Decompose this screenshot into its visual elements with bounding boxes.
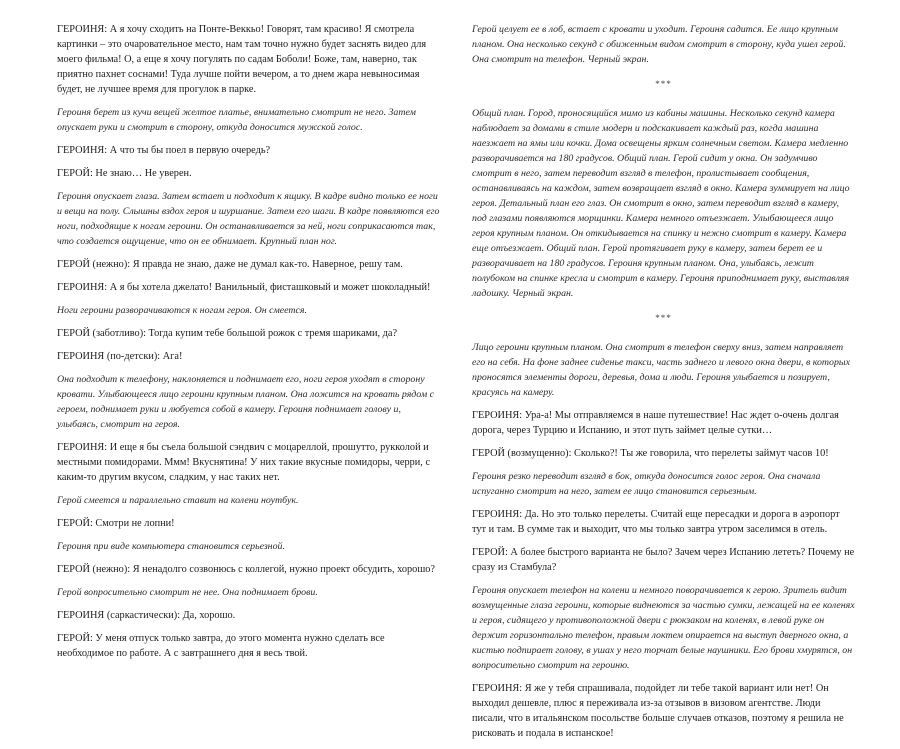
dialogue-line: ГЕРОИНЯ: А что ты бы поел в первую очередь? [57, 145, 271, 156]
scene-separator: *** [655, 313, 672, 323]
dialogue-line: ГЕРОИНЯ (саркастически): Да, хорошо. [57, 610, 236, 621]
dialogue-line: ГЕРОИНЯ: А я бы хотела джелато! Ванильный, фисташковый и может шоколадный! [57, 282, 431, 293]
stage-direction: Героиня берет из кучи вещей желтое платье, внимательно смотрит не него. Затем опускает руки и смотрит в сторону, откуда доносится мужской голос. [57, 107, 416, 133]
dialogue-line: ГЕРОЙ: Не знаю… Не уверен. [57, 168, 192, 179]
dialogue-line: ГЕРОИНЯ: А я хочу сходить на Понте-Веккьо! Говорят, там красиво! Я смотрела картинки – это очаровательное место, нам там точно нужно будет заснять видео для моего фильма! О, а еще я хочу погулять по садам Боболи! Боже, там, наверно, так приятно пахнет соснами! Туда лучше пойти вечером, а то днем жара невыносимая будет, не лучшее время для прогулок в парке. [57, 24, 427, 95]
stage-direction: Она подходит к телефону, наклоняется и поднимает его, ноги героя уходят в сторону кровати. Улыбающееся лицо героини крупным планом. Она ложится на кровать рядом с героем, поднимает руки и любуется собой в камеру. Героиня поднимает голову и, улыбаясь, смотрит на героя. [57, 374, 435, 430]
stage-direction: Герой целует ее в лоб, встает с кровати и уходит. Героиня садится. Ее лицо крупным планом. Она несколько секунд с обиженным видом смотрит в сторону, куда ушел герой. Она смотрит на телефон. Черный экран. [472, 24, 846, 65]
dialogue-line: ГЕРОЙ (возмущенно): Сколько?! Ты же говорила, что перелеты займут часов 10! [472, 448, 829, 459]
dialogue-line: ГЕРОЙ (нежно): Я ненадолго созвонюсь с коллегой, нужно проект обсудить, хорошо? [57, 564, 435, 575]
dialogue-line: ГЕРОЙ: Смотри не лопни! [57, 518, 175, 529]
dialogue-line: ГЕРОЙ: У меня отпуск только завтра, до этого момента нужно сделать все необходимое по работе. А с завтрашнего дня я весь твой. [57, 633, 385, 659]
stage-direction: Герой смеется и параллельно ставит на колени ноутбук. [57, 495, 299, 506]
dialogue-line: ГЕРОИНЯ (по-детски): Ага! [57, 351, 183, 362]
dialogue-line: ГЕРОЙ: А более быстрого варианта не было? Зачем через Испанию лететь? Почему не сразу из Стамбула? [472, 547, 855, 573]
dialogue-line: ГЕРОИНЯ: Ура-а! Мы отправляемся в наше путешествие! Нас ждет о-очень долгая дорога, через Турцию и Испанию, и этот путь займет целые сутки… [472, 410, 839, 436]
stage-direction: Общий план. Город, проносящийся мимо из кабины машины. Несколько секунд камера наблюдает за домами в стиле модерн и подскакивает каждый раз, когда машина наезжает на ямы или кочки. Дома освещены ярким солнечным светом. Камера медленно разворачивается на 180 градусов. Общий план. Герой сидит у окна. Он задумчиво смотрит в него, затем переводит взгляд в телефон, пролистывает сообщения, останавливаясь на каждом, затем возвращает взгляд в окно. Камера зуммирует на лицо героя. Детальный план его глаз. Он смотрит в окно, затем переводит взгляд в камеру, под глазами появляются морщинки. Камера немного отъезжает. Улыбающееся лицо героя крупным планом. Он откидывается на спинку и нежно смотрит в камеру. Камера еще отъезжает. Общий план. Герой протягивает руку в камеру, затем берет ее и разворачивает на 180 градусов. Героиня крупным планом. Она, улыбаясь, лежит полубоком на спинке кресла и смотрит в камеру. Героиня приподнимает руку, выставляя ладошку. Черный экран. [472, 108, 850, 299]
dialogue-line: ГЕРОЙ (заботливо): Тогда купим тебе большой рожок с тремя шариками, да? [57, 328, 398, 339]
left-page [57, 22, 440, 669]
stage-direction: Ноги героини разворачиваются к ногам героя. Он смеется. [57, 305, 307, 316]
dialogue-line: ГЕРОИНЯ: Да. Но это только перелеты. Считай еще пересадки и дорога в аэропорт тут и там. В сумме так и выходит, что мы только завтра утром заселимся в отель. [472, 509, 840, 535]
stage-direction: Героиня резко переводит взгляд в бок, откуда доносится голос героя. Она сначала испуганно смотрит на него, затем ее лицо становится серьезным. [472, 471, 821, 497]
stage-direction: Героиня при виде компьютера становится серьезной. [57, 541, 285, 552]
stage-direction: Лицо героини крупным планом. Она смотрит в телефон сверху вниз, затем направляет его на себя. На фоне заднее сиденье такси, часть заднего и левого окна двери, в которых проносятся элементы дороги, деревья, дома и люди. Героиня улыбается и позирует, красуясь на камеру. [472, 342, 850, 398]
stage-direction: Героиня опускает телефон на колени и немного поворачивается к герою. Зритель видит возмущенные глаза героини, которые виднеются за частью сумки, лежащей на ее коленях и героя, сидящего у противоположной двери с рюкзаком на коленях, в левой руке он держит горизонтально телефон, правым локтем опирается на выступ дверного окна, а кистью подпирает голову, в ушах у него торчат белые наушники. Его брови хмурятся, он вопросительно смотрит на героиню. [472, 585, 855, 671]
stage-direction: Герой вопросительно смотрит не нее. Она поднимает брови. [57, 587, 318, 598]
right-page [472, 22, 855, 749]
dialogue-line: ГЕРОИНЯ: Я же у тебя спрашивала, подойдет ли тебе такой вариант или нет! Он выходил дешевле, плюс я переживала из-за отзывов в визовом агентстве. Люди писали, что в итальянском посольстве больше случаев отказов, поэтому я решила не рисковать и подала в испанское! [472, 683, 844, 739]
dialogue-line: ГЕРОЙ (нежно): Я правда не знаю, даже не думал как-то. Наверное, решу там. [57, 259, 403, 270]
stage-direction: Героиня опускает глаза. Затем встает и подходит к ящику. В кадре видно только ее ноги и вещи на полу. Слышны вздох героя и шуршание. Затем его шаги. В кадре появляются его ноги, подходящие к ногам героини. Он останавливается за ней, ноги соприкасаются так, что создается ощущение, что он ее обнимает. Крупный план ног. [57, 191, 440, 247]
dialogue-line: ГЕРОИНЯ: И еще я бы съела большой сэндвич с моцареллой, прошутто, рукколой и местными помидорами. Ммм! Вкуснятина! У них такие вкусные помидоры, черри, с каким-то другим вкусом, сладким, у нас таких нет. [57, 442, 431, 483]
scene-separator: *** [655, 79, 672, 89]
